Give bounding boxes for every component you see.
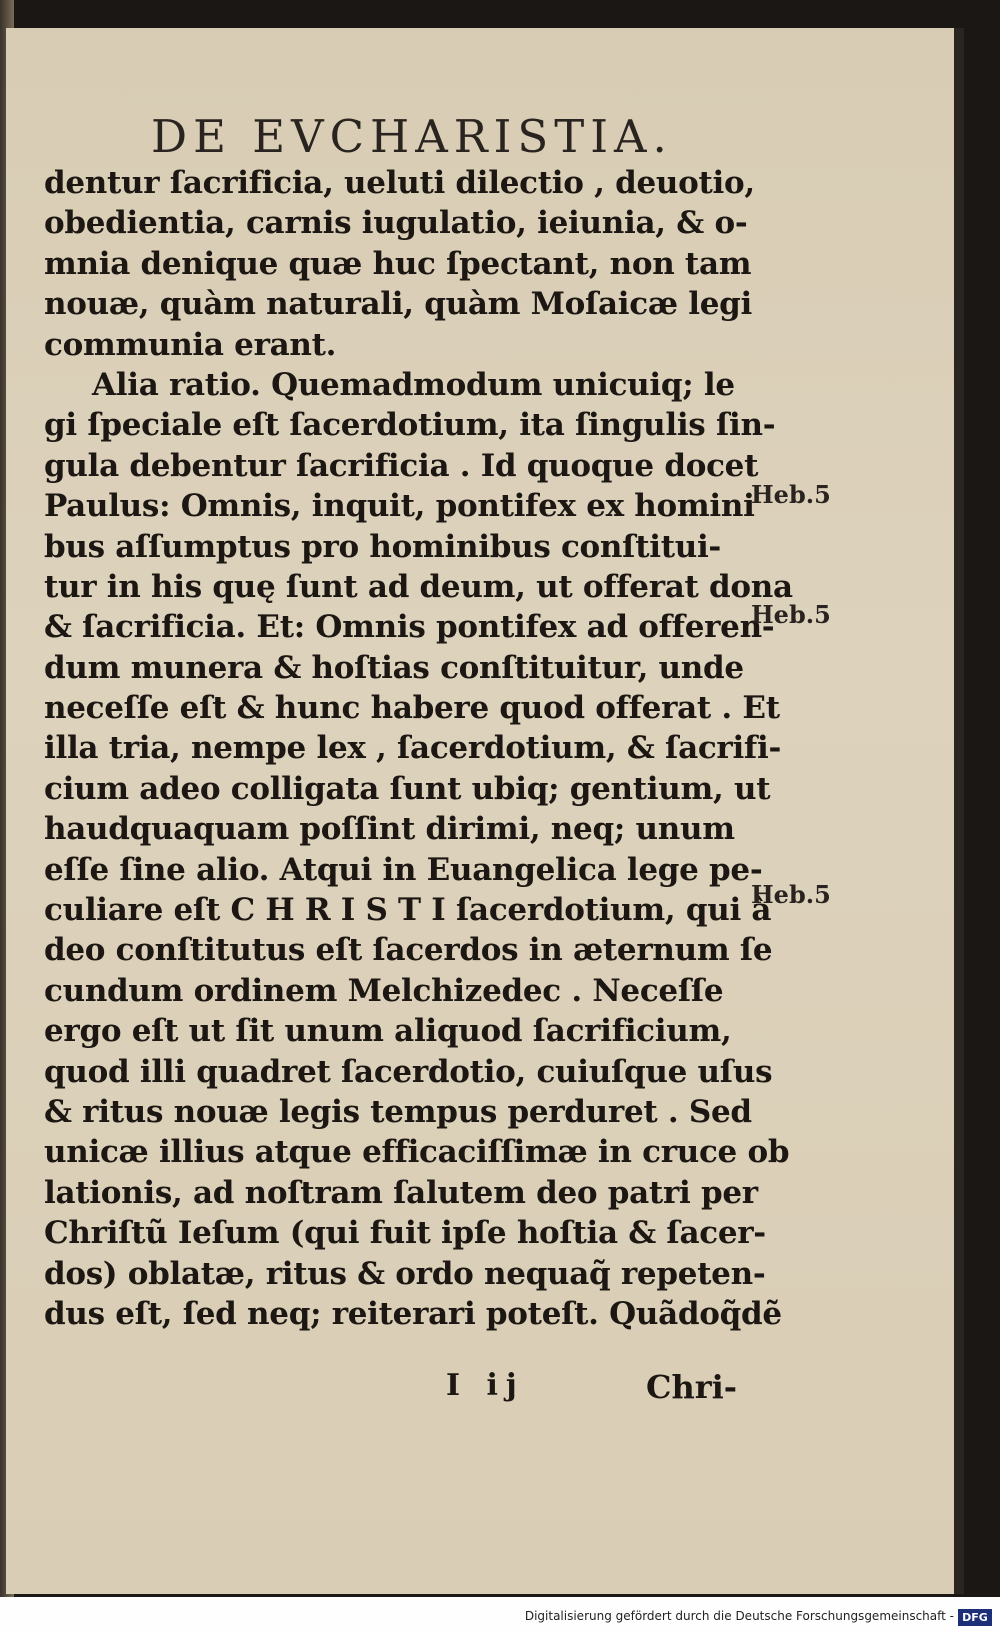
text-line: gi ſpeciale eſt ſacerdotium, ita ſingulis ſin- xyxy=(44,407,776,444)
text-line: haudquaquam poſſint dirimi, neq; unum xyxy=(44,811,735,848)
text-line: culiare eſt C H R I S T I ſacerdotium, qui à xyxy=(44,892,772,929)
margin-note: Heb.5 xyxy=(751,600,831,629)
text-line: nouæ, quàm naturali, quàm Moſaicæ legi xyxy=(44,286,753,323)
text-line: obedientia, carnis iugulatio, ieiunia, & o- xyxy=(44,205,748,242)
text-line: & ſacrificia. Et: Omnis pontifex ad offeren- xyxy=(44,609,775,646)
text-line: quod illi quadret ſacerdotio, cuiuſque uſus xyxy=(44,1053,773,1090)
text-line: dum munera & hoſtias conſtituitur, unde xyxy=(44,649,744,686)
signature-mark: I ij xyxy=(446,1368,525,1403)
paragraph-start-line: Alia ratio. Quemadmodum unicuiq; le xyxy=(92,366,735,403)
footer-bar xyxy=(0,1597,1000,1633)
text-line: Chriſtũ Ieſum (qui fuit ipſe hoſtia & ſacer- xyxy=(44,1215,766,1252)
text-line: dentur ſacrificia, ueluti dilectio , deuotio, xyxy=(44,165,755,201)
margin-note: Heb.5 xyxy=(751,880,831,909)
text-line: gula debentur ſacrificia . Id quoque docet xyxy=(44,447,759,484)
dfg-logo: DFG xyxy=(958,1609,992,1626)
text-line: eſſe ſine alio. Atqui in Euangelica lege pe- xyxy=(44,851,763,888)
text-line: communia erant. xyxy=(44,326,337,363)
text-line: Paulus: Omnis, inquit, pontifex ex homini xyxy=(44,488,755,525)
text-line: ergo eſt ut ſit unum aliquod ſacrificium, xyxy=(44,1013,732,1050)
running-head: DE EVCHARISTIA. xyxy=(151,110,673,163)
text-line: cium adeo colligata ſunt ubiq; gentium, ut xyxy=(44,770,771,807)
text-line: unicæ illius atque efficaciſſimæ in cruce ob xyxy=(44,1134,790,1171)
text-line: & ritus nouæ legis tempus perduret . Sed xyxy=(44,1093,752,1130)
text-line: neceſſe eſt & hunc habere quod offerat . Et xyxy=(44,690,780,727)
text-line: bus aſſumptus pro hominibus conſtitui- xyxy=(44,528,722,565)
catchword: Chri- xyxy=(646,1368,738,1406)
text-line: deo conſtitutus eſt ſacerdos in æternum ſe xyxy=(44,932,773,969)
book-page xyxy=(6,28,964,1594)
text-line: dus eſt, ſed neq; reiterari poteſt. Quãdoq̃dẽ xyxy=(44,1295,782,1332)
text-line: cundum ordinem Melchizedec . Neceſſe xyxy=(44,972,724,1009)
text-line: dos) oblatæ, ritus & ordo nequaq̃ repeten- xyxy=(44,1255,766,1292)
text-line: lationis, ad noſtram ſalutem deo patri per xyxy=(44,1174,758,1211)
margin-note: Heb.5 xyxy=(751,480,831,509)
text-line: tur in his quę ſunt ad deum, ut offerat dona xyxy=(44,568,793,605)
text-line: illa tria, nempe lex , ſacerdotium, & ſacrifi- xyxy=(44,730,782,767)
text-line: mnia denique quæ huc ſpectant, non tam xyxy=(44,245,752,282)
funding-credit: Digitalisierung gefördert durch die Deutsche Forschungsgemeinschaft - xyxy=(524,1609,954,1623)
